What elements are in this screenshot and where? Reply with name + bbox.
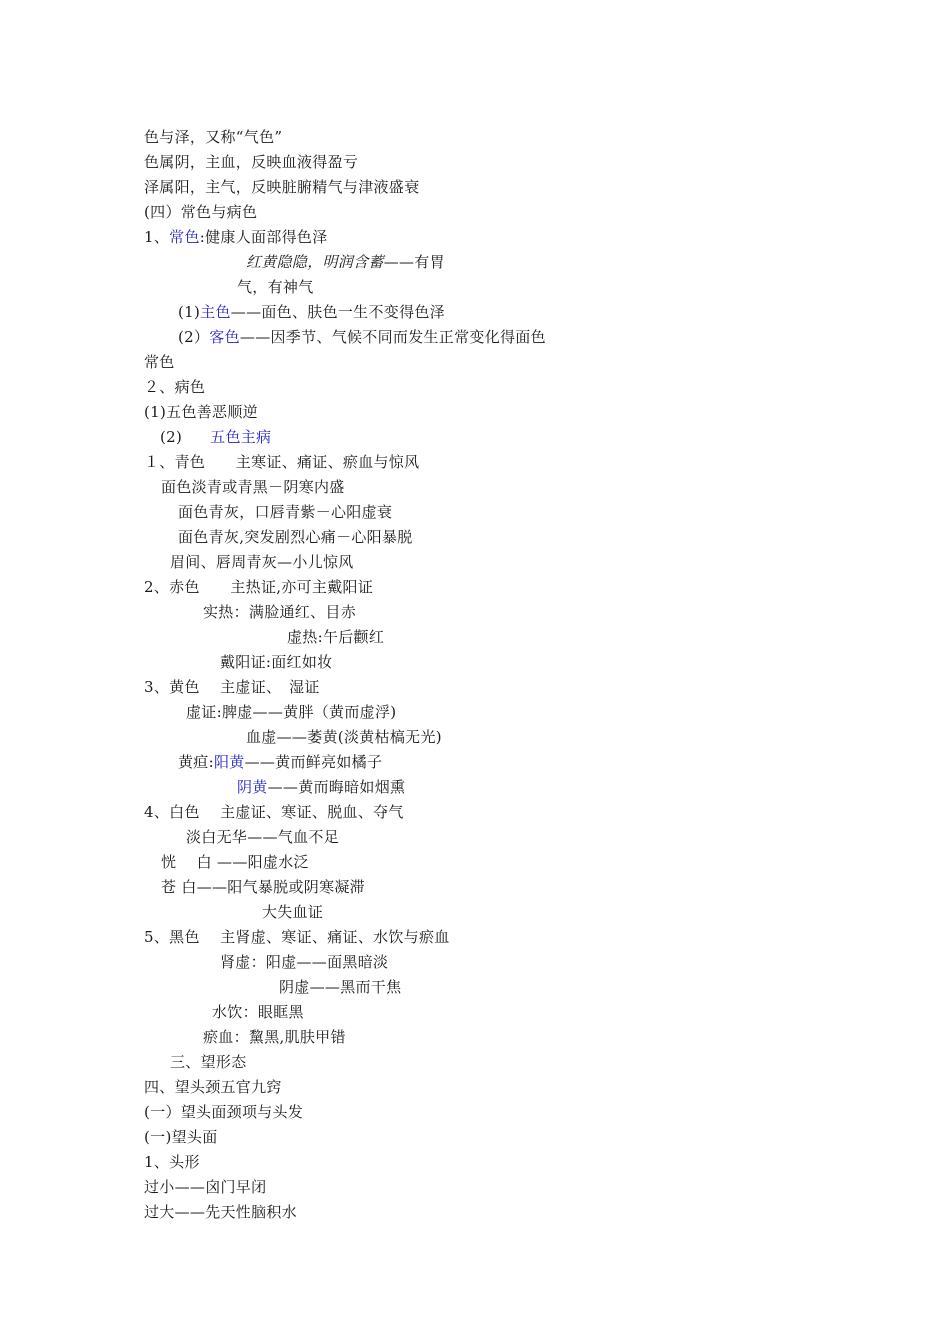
text-line (144, 227, 328, 247)
text-line: 虚证:脾虚——黄胖（黄而虚浮) (186, 703, 397, 721)
highlight-term: 客色 (209, 328, 240, 346)
text-line: 过小——囟门早闭 (144, 1178, 267, 1196)
highlight-term: 主色 (200, 303, 231, 321)
text-line: 大失血证 (262, 903, 324, 921)
text-line: 戴阳证:面红如妆 (220, 653, 333, 671)
text-line: (1)五色善恶顺逆 (144, 403, 258, 421)
section-heading: 四、望头颈五官九窍 (144, 1078, 282, 1096)
text-line (246, 252, 445, 272)
highlight-term: 五色主病 (210, 428, 272, 446)
highlight-term: 阴黄 (237, 778, 268, 796)
text-line: 面色淡青或青黑－阴寒内盛 (161, 478, 345, 496)
text-segment: (1) (178, 303, 201, 321)
text-segment: ——黄而鲜亮如橘子 (244, 753, 383, 771)
text-line: 5、黑色 主肾虚、寒证、痛证、水饮与瘀血 (144, 928, 450, 946)
text-line: 面色青灰，口唇青紫－心阳虚衰 (178, 503, 393, 521)
text-line (178, 327, 546, 347)
text-line: 常色 (144, 353, 175, 371)
highlight-term: 常色 (169, 228, 200, 246)
text-segment: ——面色、肤色一生不变得色泽 (230, 303, 445, 321)
text-line: ２、病色 (144, 378, 206, 396)
text-line: 水饮：眼眶黑 (212, 1003, 304, 1021)
text-line: 3、黄色 主虚证、 湿证 (144, 678, 320, 696)
text-line: 淡白无华——气血不足 (186, 828, 340, 846)
text-segment: (2） (178, 328, 210, 346)
text-line: 血虚——萎黄(淡黄枯槁无光) (246, 728, 442, 746)
highlight-term: 阳黄 (213, 753, 245, 771)
text-line: 4、白色 主虚证、寒证、脱血、夺气 (144, 803, 404, 821)
italic-phrase: 红黄隐隐，明润含蓄 (246, 253, 384, 271)
text-line: 眉间、唇周青灰—小儿惊风 (170, 553, 354, 571)
text-line: 泽属阳，主气，反映脏腑精气与津液盛衰 (144, 178, 420, 196)
text-segment: ——有胃 (383, 253, 445, 271)
section-heading: (一）望头面颈项与头发 (144, 1103, 304, 1121)
text-line: 色与泽，又称“气色” (144, 128, 283, 146)
text-line: 肾虚：阳虚——面黑暗淡 (220, 953, 389, 971)
text-line: 2、赤色 主热证,亦可主戴阳证 (144, 578, 374, 596)
text-line: 虚热:午后颧红 (287, 628, 385, 646)
text-segment: 1、 (144, 228, 170, 246)
text-line (237, 777, 405, 797)
text-segment: :健康人面部得色泽 (199, 228, 328, 246)
text-segment: ——因季节、气候不同而发生正常变化得面色 (239, 328, 546, 346)
section-heading: (一)望头面 (144, 1128, 218, 1146)
text-line: 阴虚——黑而干焦 (279, 978, 402, 996)
text-line: 1、头形 (144, 1153, 200, 1171)
text-line: 面色青灰,突发剧烈心痛－心阳暴脱 (178, 528, 413, 546)
text-segment: 黄疸: (178, 753, 214, 771)
text-line: 实热：满脸通红、目赤 (203, 603, 357, 621)
text-line: 色属阴，主血，反映血液得盈亏 (144, 153, 359, 171)
text-segment: (2) (160, 428, 183, 446)
section-heading: 三、望形态 (170, 1053, 247, 1071)
text-line: 苍 白——阳气暴脱或阴寒凝滞 (161, 878, 365, 896)
text-line (178, 752, 382, 772)
text-line: 瘀血：黧黑,肌肤甲错 (203, 1028, 346, 1046)
text-segment: ——黄而晦暗如烟熏 (267, 778, 406, 796)
section-heading: (四）常色与病色 (144, 203, 258, 221)
text-line: １、青色 主寒证、痛证、瘀血与惊风 (144, 453, 420, 471)
text-line (178, 302, 445, 322)
text-line: 气，有神气 (237, 278, 314, 296)
text-line: 过大——先天性脑积水 (144, 1203, 298, 1221)
text-line (160, 427, 271, 447)
text-line: 恍 白 ——阳虚水泛 (161, 853, 309, 871)
